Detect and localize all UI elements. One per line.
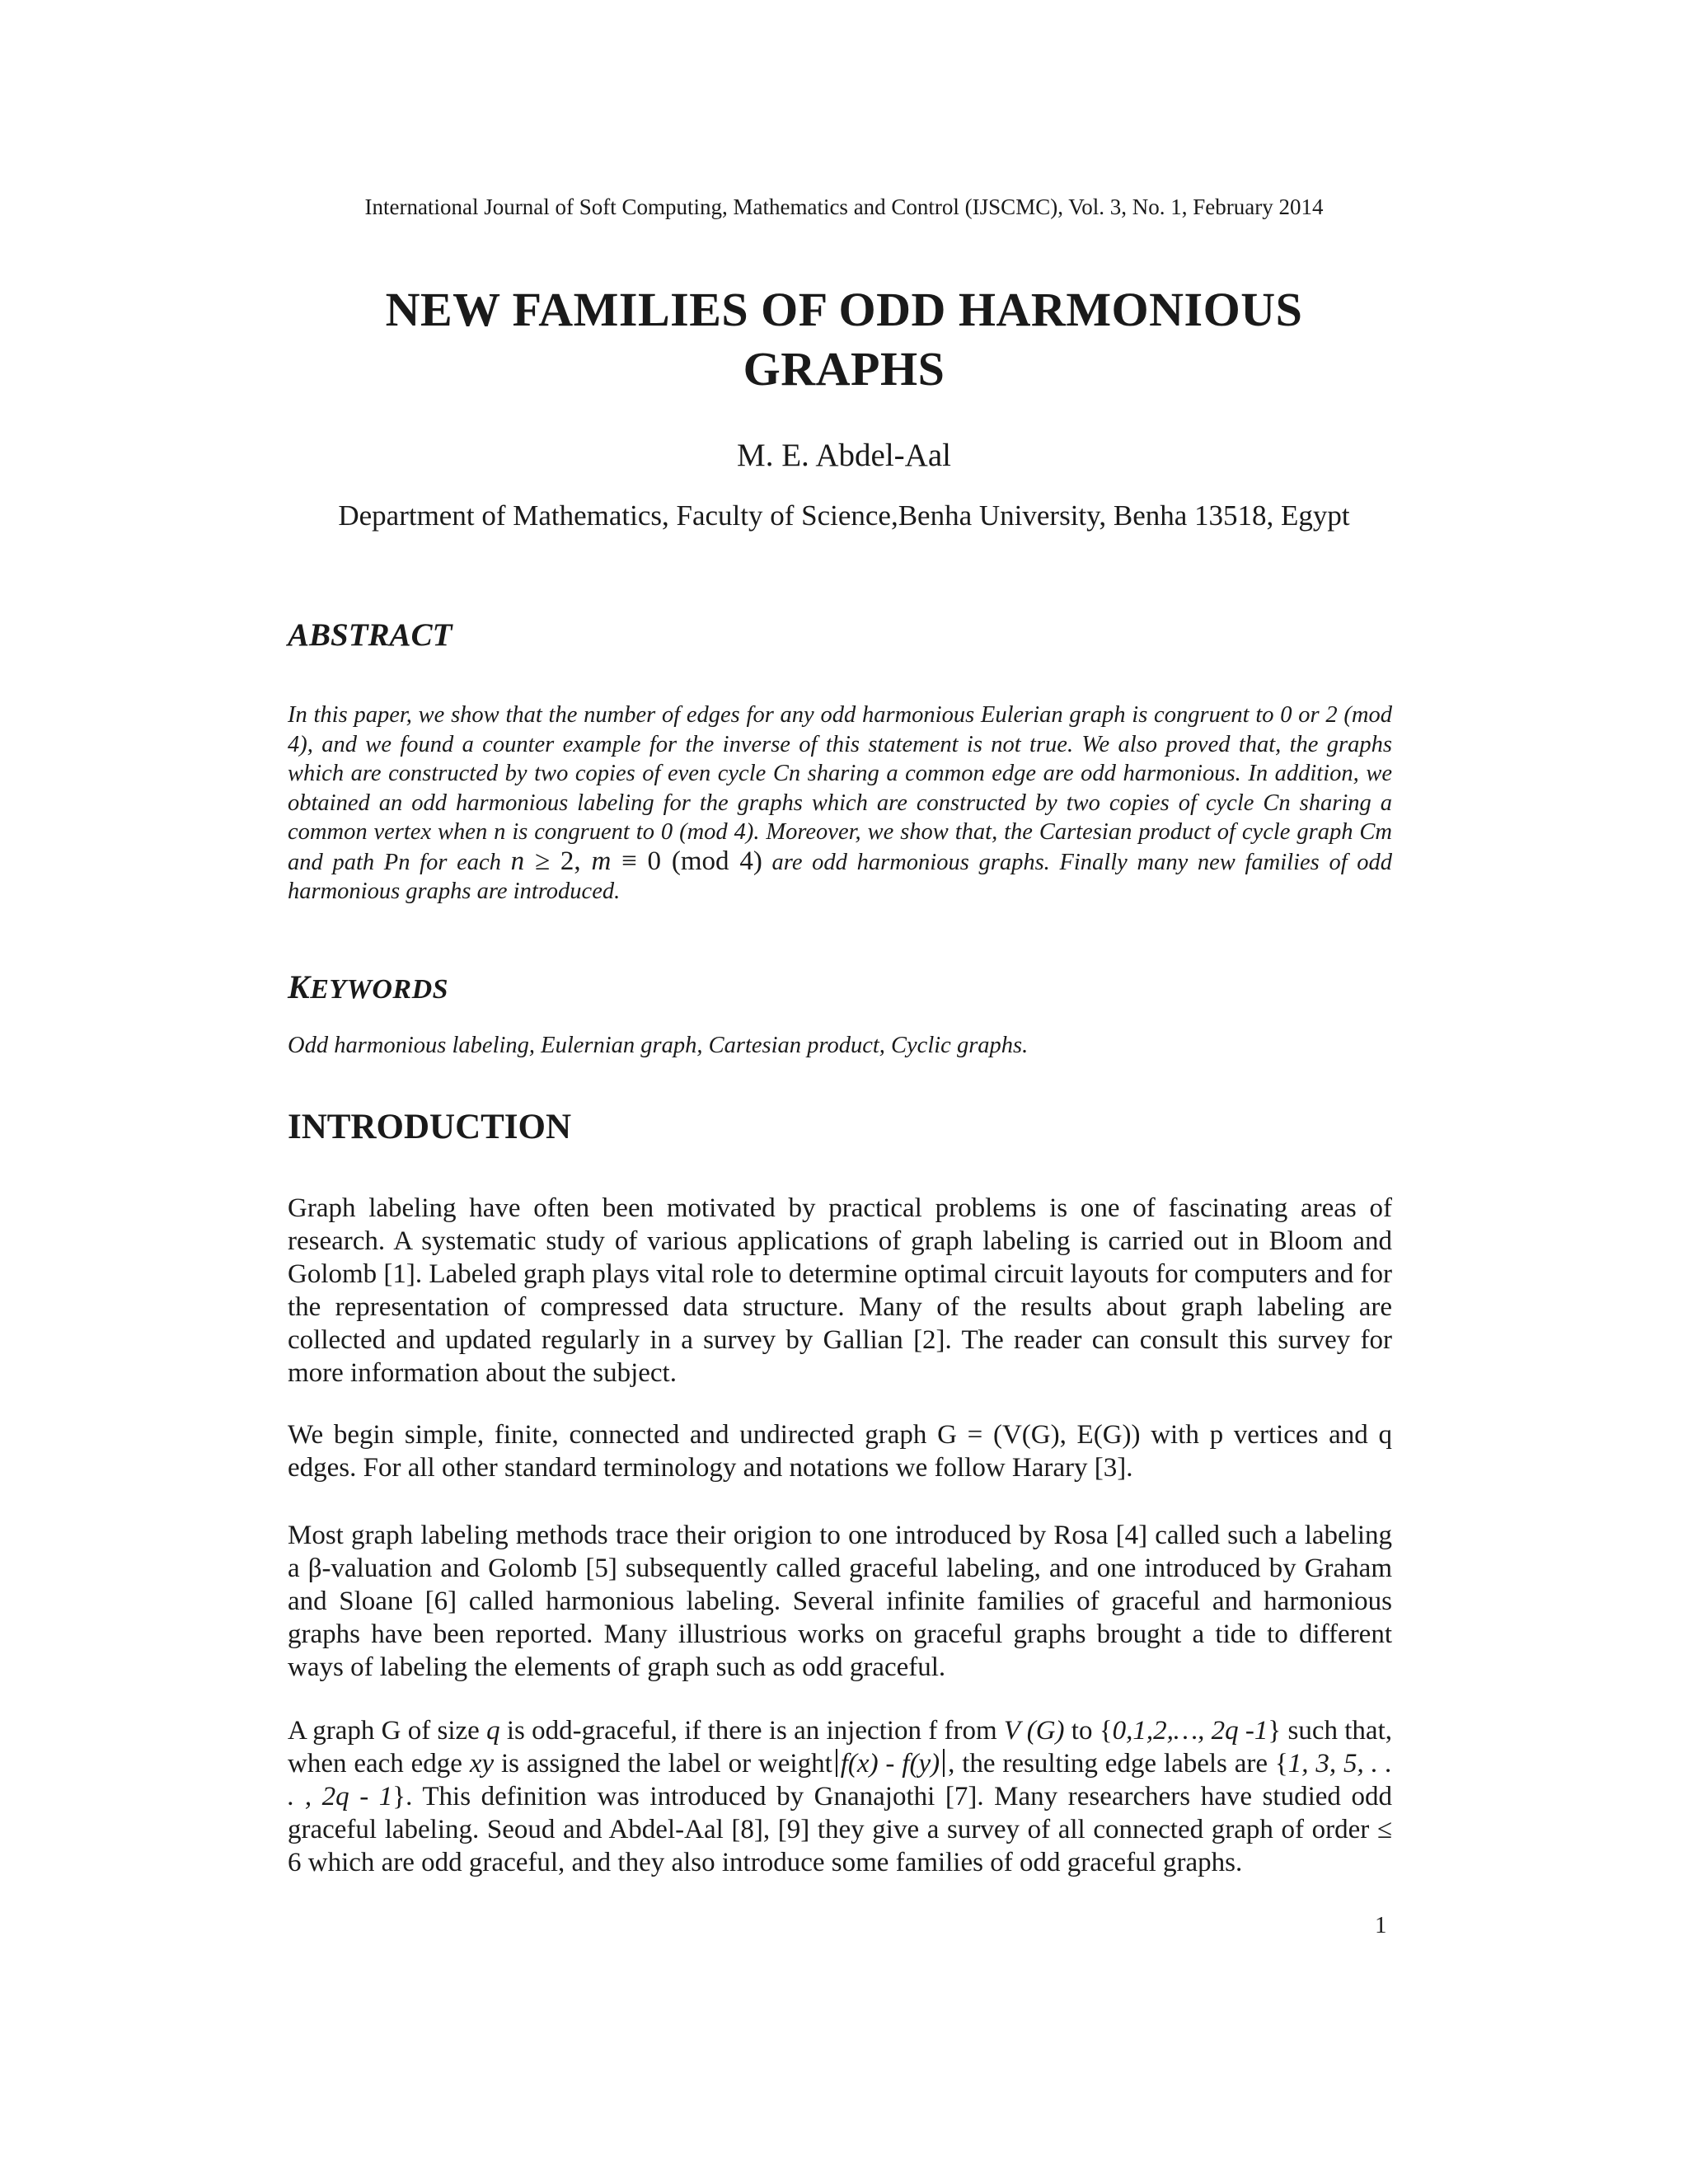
p4-vertex-set: V (G) — [1003, 1716, 1065, 1746]
page-number: 1 — [1375, 1912, 1387, 1938]
abstract-text-part-2: are odd harmonious graphs. Finally many new families of odd harmonious graphs are introduced. — [288, 849, 1393, 904]
p4-text-5: is assigned the label or weight — [494, 1749, 832, 1779]
paper-title-line-1: NEW FAMILIES OF ODD HARMONIOUS — [385, 283, 1303, 336]
math-n-relation: ≥ 2, — [534, 846, 581, 876]
p4-text-4: } such that, when each edge — [288, 1716, 1393, 1779]
intro-paragraph-4 — [288, 1714, 1392, 1879]
paper-title — [0, 280, 1688, 399]
keywords-heading — [288, 968, 448, 1006]
keywords-text: Odd harmonious labeling, Eulernian graph, Cartesian product, Cyclic graphs. — [288, 1033, 1029, 1058]
running-header: International Journal of Soft Computing, Mathematics and Control (IJSCMC), Vol. 3, No. 1, February 2014 — [364, 194, 1324, 219]
paper-title-line-2: GRAPHS — [743, 342, 945, 396]
math-m-relation: ≡ 0 (mod 4) — [621, 846, 762, 876]
p4-weight-expression: f(x) - f(y) — [840, 1749, 940, 1779]
p4-text-2: is odd-graceful, if there is an injection f from — [499, 1716, 1004, 1746]
intro-paragraph-1: Graph labeling have often been motivated by practical problems is one of fascinating areas of research. A systematic study of various applications of graph labeling is carried out in Bloom and Golomb [1]. Labeled graph plays vital role to determine optimal circuit layouts for computers and for the representation of compressed data structure. Many of the results about graph labeling are collected and updated regularly in a survey by Gallian [2]. The reader can consult this survey for more information about the subject. — [288, 1193, 1392, 1388]
math-var-n: n — [510, 846, 525, 876]
absolute-value-bar-right — [943, 1749, 945, 1777]
introduction-heading: INTRODUCTION — [288, 1108, 572, 1146]
intro-paragraph-3: Most graph labeling methods trace their origion to one introduced by Rosa [4] called such a labeling a β-valuation and Golomb [5] subsequently called graceful labeling, and one introduced by Graham and Sloane [6] called harmonious labeling. Several infinite families of graceful and harmonious graphs have been reported. Many illustrious works on graceful graphs brought a tide to different ways of labeling the elements of graph such as odd graceful. — [288, 1521, 1392, 1682]
author-name: M. E. Abdel-Aal — [737, 438, 951, 473]
keywords-heading-rest: EYWORDS — [310, 974, 449, 1005]
intro-paragraph-2: We begin simple, finite, connected and undirected graph G = (V(G), E(G)) with p vertices and q edges. For all other standard terminology and notations we follow Harary [3]. — [288, 1420, 1392, 1483]
abstract-text — [288, 701, 1392, 907]
abstract-text-part-1: In this paper, we show that the number of edges for any odd harmonious Eulerian graph is congruent to 0 or 2 (mod 4), and we found a counter example for the inverse of this statement is not true. We also proved that, the graphs which are constructed by two copies of even cycle Cn sharing a common edge are odd harmonious. In addition, we obtained an odd harmonious labeling for the graphs which are constructed by two copies of cycle Cn sharing a common vertex when n is congruent to 0 (mod 4). Moreover, we show that, the Cartesian product of cycle graph Cm and path Pn for each — [288, 702, 1392, 875]
p4-text-3: to { — [1064, 1716, 1113, 1746]
p4-text-6: , the resulting edge labels are { — [948, 1749, 1288, 1779]
absolute-value-bar-left — [836, 1749, 837, 1777]
math-var-m: m — [591, 846, 612, 876]
abstract-math-condition — [511, 846, 762, 876]
p4-text-1: A graph G of size — [288, 1716, 487, 1746]
p4-var-q: q — [486, 1716, 500, 1746]
p4-edge-xy: xy — [469, 1749, 495, 1779]
abstract-heading: ABSTRACT — [288, 617, 452, 653]
p4-text-7: }. This definition was introduced by Gnanajothi [7]. Many researchers have studied odd graceful labeling. Seoud and Abdel-Aal [8], [9] they give a survey of all connected graph of order ≤ 6 which are odd graceful, and they also introduce some families of odd graceful graphs. — [288, 1782, 1392, 1877]
p4-odd-labels: 1, 3, 5, . . . , 2q - 1 — [288, 1749, 1392, 1811]
author-affiliation: Department of Mathematics, Faculty of Science,Benha University, Benha 13518, Egypt — [338, 499, 1350, 532]
keywords-heading-initial: K — [288, 968, 311, 1005]
p4-label-range: 0,1,2,…, 2q -1 — [1112, 1716, 1268, 1746]
